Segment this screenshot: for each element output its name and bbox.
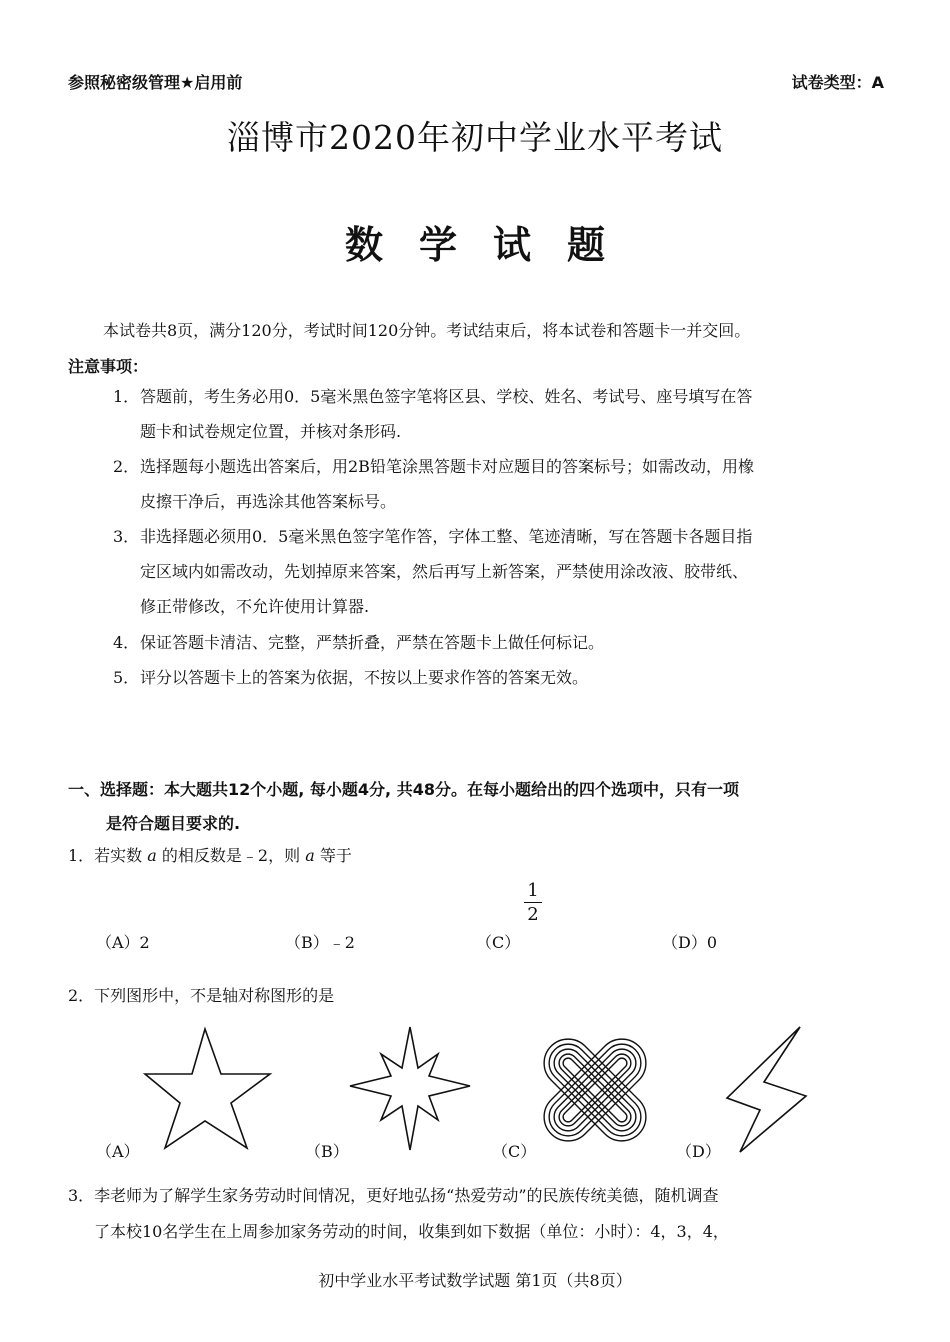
notice-item-3 xyxy=(0,520,950,625)
q1-option-d: （D）0 xyxy=(662,933,718,952)
exam-title: 淄博市2020年初中学业水平考试 xyxy=(227,118,723,157)
q2-label-b: （B） xyxy=(305,1142,349,1161)
notice-line: 评分以答题卡上的答案为依据，不按以上要求作答的答案无效。 xyxy=(140,668,589,687)
section-line-1: 一、选择题：本大题共12个小题, 每小题4分, 共48分。在每小题给出的四个选项中，只有一项 xyxy=(68,780,739,799)
q2-label-c: （C） xyxy=(492,1142,537,1161)
q2-label-d: （D） xyxy=(676,1142,721,1161)
notice-line: 题卡和试卷规定位置，并核对条形码. xyxy=(140,422,402,441)
notice-line: 保证答题卡清洁、完整，严禁折叠，严禁在答题卡上做任何标记。 xyxy=(140,633,605,652)
notice-num: 3． xyxy=(113,527,140,546)
fraction-one-half xyxy=(524,880,542,925)
page-footer: 初中学业水平考试数学试题 第1页（共8页） xyxy=(318,1271,632,1290)
notice-item-2 xyxy=(0,450,950,520)
q1-option-a: （A）2 xyxy=(96,933,150,952)
eight-point-star-figure xyxy=(345,1024,475,1154)
q1-var-a-2: a xyxy=(305,846,315,865)
notice-line: 非选择题必须用0．5毫米黑色签字笔作答，字体工整、笔迹清晰，写在答题卡各题目指 xyxy=(140,527,753,546)
q1-mid: 的相反数是﹣2，则 xyxy=(156,846,306,865)
q1-option-c: （C） xyxy=(476,933,521,952)
notice-item-5 xyxy=(0,661,950,695)
notice-num: 5． xyxy=(113,668,140,687)
notice-line: 修正带修改，不允许使用计算器. xyxy=(140,597,370,616)
fraction-numerator: 1 xyxy=(527,880,539,901)
subject-title: 数学试题 xyxy=(344,223,641,267)
q1-suffix: 等于 xyxy=(314,846,352,865)
interlaced-knot-figure xyxy=(535,1026,655,1154)
fraction-bar xyxy=(524,902,542,903)
notice-num: 4． xyxy=(113,633,140,652)
notice-item-1 xyxy=(0,380,950,450)
five-point-star-figure xyxy=(140,1024,280,1154)
q3-line-1: 3．李老师为了解学生家务劳动时间情况，更好地弘扬“热爱劳动”的民族传统美德，随机调查 xyxy=(68,1186,719,1205)
q2-label-a: （A） xyxy=(96,1142,140,1161)
notice-line: 答题前，考生务必用0．5毫米黑色签字笔将区县、学校、姓名、考试号、座号填写在答 xyxy=(140,387,753,406)
notice-num: 2． xyxy=(113,457,140,476)
fraction-denominator: 2 xyxy=(527,904,539,925)
notice-num: 1． xyxy=(113,387,140,406)
q1-prefix: 1．若实数 xyxy=(68,846,148,865)
q3-line-2: 了本校10名学生在上周参加家务劳动的时间，收集到如下数据（单位：小时）：4，3，4， xyxy=(94,1222,729,1241)
notice-line: 选择题每小题选出答案后，用2B铅笔涂黑答题卡对应题目的答案标号；如需改动，用橡 xyxy=(140,457,754,476)
notice-line: 皮擦干净后，再选涂其他答案标号。 xyxy=(140,492,397,511)
q1-var-a: a xyxy=(147,846,157,865)
notice-line: 定区域内如需改动，先划掉原来答案，然后再写上新答案，严禁使用涂改液、胶带纸、 xyxy=(140,562,749,581)
notice-item-4 xyxy=(0,626,950,660)
lightning-bolt-figure xyxy=(722,1024,812,1156)
question-1 xyxy=(68,843,352,866)
section-line-2: 是符合题目要求的. xyxy=(106,814,241,833)
notice-heading: 注意事项： xyxy=(68,357,149,376)
question-3 xyxy=(68,1178,888,1250)
intro-text: 本试卷共8页，满分120分，考试时间120分钟。考试结束后，将本试卷和答题卡一并交回。 xyxy=(103,321,751,340)
question-2: 2．下列图形中，不是轴对称图形的是 xyxy=(68,986,335,1005)
section-heading xyxy=(68,773,888,841)
paper-type: 试卷类型：A xyxy=(791,73,884,92)
secrecy-label: 参照秘密级管理★启用前 xyxy=(68,73,243,92)
q1-option-b: （B）﹣2 xyxy=(285,933,355,952)
